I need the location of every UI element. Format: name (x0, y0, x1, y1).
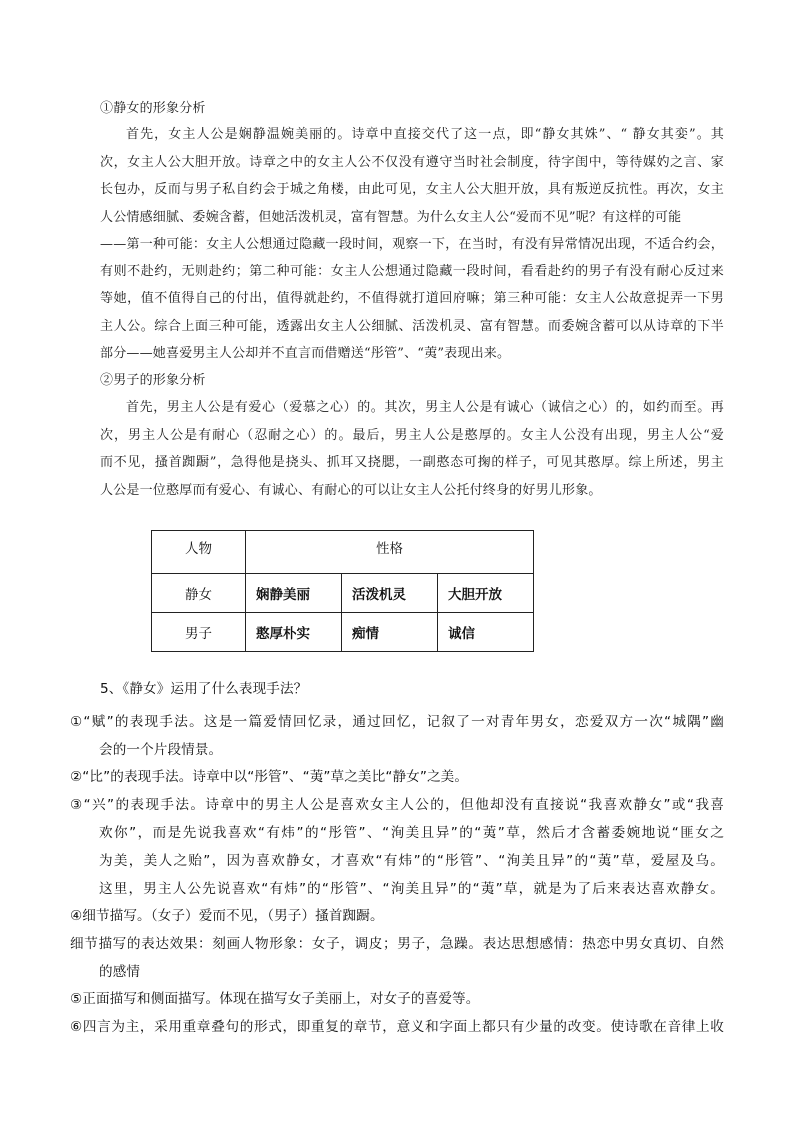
question5-line: 这里，男主人公先说喜欢“有炜”的“彤管”、“洵美且异”的“荑”草，就是为了后来表达喜欢静女。 (99, 881, 724, 897)
question5-line: 为美，美人之贻”，因为喜欢静女，才喜欢“有炜”的“彤管”、“洵美且异”的“荑”草，爱屋及乌。 (99, 853, 724, 869)
table-cell-trait: 憨厚朴实 (246, 613, 342, 652)
question5-line: 会的一个片段情景。 (99, 742, 223, 758)
table-cell-person: 男子 (152, 613, 246, 652)
section1-line: 主人公。综合上面三种可能，透露出女主人公细腻、活泼机灵、富有智慧。而委婉含蓄可以从诗章的下半 (100, 319, 724, 334)
table-cell-trait: 娴静美丽 (246, 574, 342, 613)
section1-line: 等她，值不值得自己的付出，值得就赴约，不值得就打道回府嘛；第三种可能：女主人公故意捉弄一下男 (100, 291, 724, 306)
question5-line: 的感情 (99, 964, 141, 980)
section2-heading: ②男子的形象分析 (100, 373, 206, 388)
question5-line: ①“赋”的表现手法。这是一篇爱情回忆录，通过回忆，记叙了一对青年男女，恋爱双方一次“城隅”幽 (70, 714, 724, 730)
character-traits-table (151, 530, 534, 652)
question5-line: ②“比”的表现手法。诗章中以“彤管”、“荑”草之美比“静女”之美。 (70, 769, 469, 785)
table-header-row (152, 531, 534, 574)
section1-line: 人公情感细腻、委婉含蓄，但她活泼机灵，富有智慧。为什么女主人公“爱而不见”呢？有这样的可能 (100, 210, 682, 225)
table-cell-person: 静女 (152, 574, 246, 613)
section2-line: 次，男主人公是有耐心（忍耐之心）的。最后，男主人公是憨厚的。女主人公没有出现，男主人公“爱 (100, 428, 724, 443)
table-cell-trait: 诚信 (438, 613, 534, 652)
section1-line: 有则不赴约，无则赴约；第二种可能：女主人公想通过隐藏一段时间，看看赴约的男子有没有耐心反过来 (100, 264, 724, 279)
table-row (152, 613, 534, 652)
question5-title: 5、《静女》运用了什么表现手法？ (100, 681, 308, 697)
section1-line: 次，女主人公大胆开放。诗章之中的女主人公不仅没有遵守当时社会制度，待字闺中，等待媒妁之言、家 (100, 155, 724, 170)
section1-line: 首先，女主人公是娴静温婉美丽的。诗章中直接交代了这一点，即“静女其姝”、“ 静女其娈”。其 (126, 127, 724, 142)
table-header-person: 人物 (152, 531, 246, 574)
section1-line: 长包办，反而与男子私自约会于城之角楼，由此可见，女主人公大胆开放，具有叛逆反抗性。再次，女主 (100, 182, 724, 197)
section2-line: 首先，男主人公是有爱心（爱慕之心）的。其次，男主人公是有诚心（诚信之心）的，如约而至。再 (126, 400, 724, 415)
table-cell-trait: 大胆开放 (438, 574, 534, 613)
section1-line: ——第一种可能：女主人公想通过隐藏一段时间，观察一下，在当时，有没有异常情况出现，不适合约会， (100, 237, 724, 252)
table-cell-trait: 痴情 (342, 613, 438, 652)
question5-line: 欢你”，而是先说我喜欢“有炜”的“彤管”、“洵美且异”的“荑”草，然后才含蓄委婉地说“匪女之 (99, 825, 724, 841)
question5-line: ④细节描写。（女子）爱而不见，（男子）搔首踟蹰。 (70, 908, 384, 924)
question5-line: 细节描写的表达效果：刻画人物形象：女子，调皮；男子，急躁。表达思想感情：热恋中男女真切、自然 (70, 936, 724, 952)
section2-line: 人公是一位憨厚而有爱心、有诚心、有耐心的可以让女主人公托付终身的好男儿形象。 (100, 483, 602, 498)
table-row (152, 574, 534, 613)
question5-line: ⑥四言为主，采用重章叠句的形式，即重复的章节，意义和字面上都只有少量的改变。使诗歌在音律上收 (70, 1019, 724, 1035)
section2-line: 而不见，搔首踟蹰”，急得他是挠头、抓耳又挠腮，一副憨态可掬的样子，可见其憨厚。综上所述，男主 (100, 455, 724, 470)
table-header-traits: 性格 (246, 531, 534, 574)
question5-line: ⑤正面描写和侧面描写。体现在描写女子美丽上，对女子的喜爱等。 (70, 991, 480, 1007)
question5-line: ③“兴”的表现手法。诗章中的男主人公是喜欢女主人公的，但他却没有直接说“我喜欢静女”或“我喜 (70, 797, 724, 813)
section1-heading: ①静女的形象分析 (100, 101, 206, 116)
table-cell-trait: 活泼机灵 (342, 574, 438, 613)
section1-line: 部分——她喜爱男主人公却并不直言而借赠送“彤管”、“荑”表现出来。 (100, 346, 511, 361)
